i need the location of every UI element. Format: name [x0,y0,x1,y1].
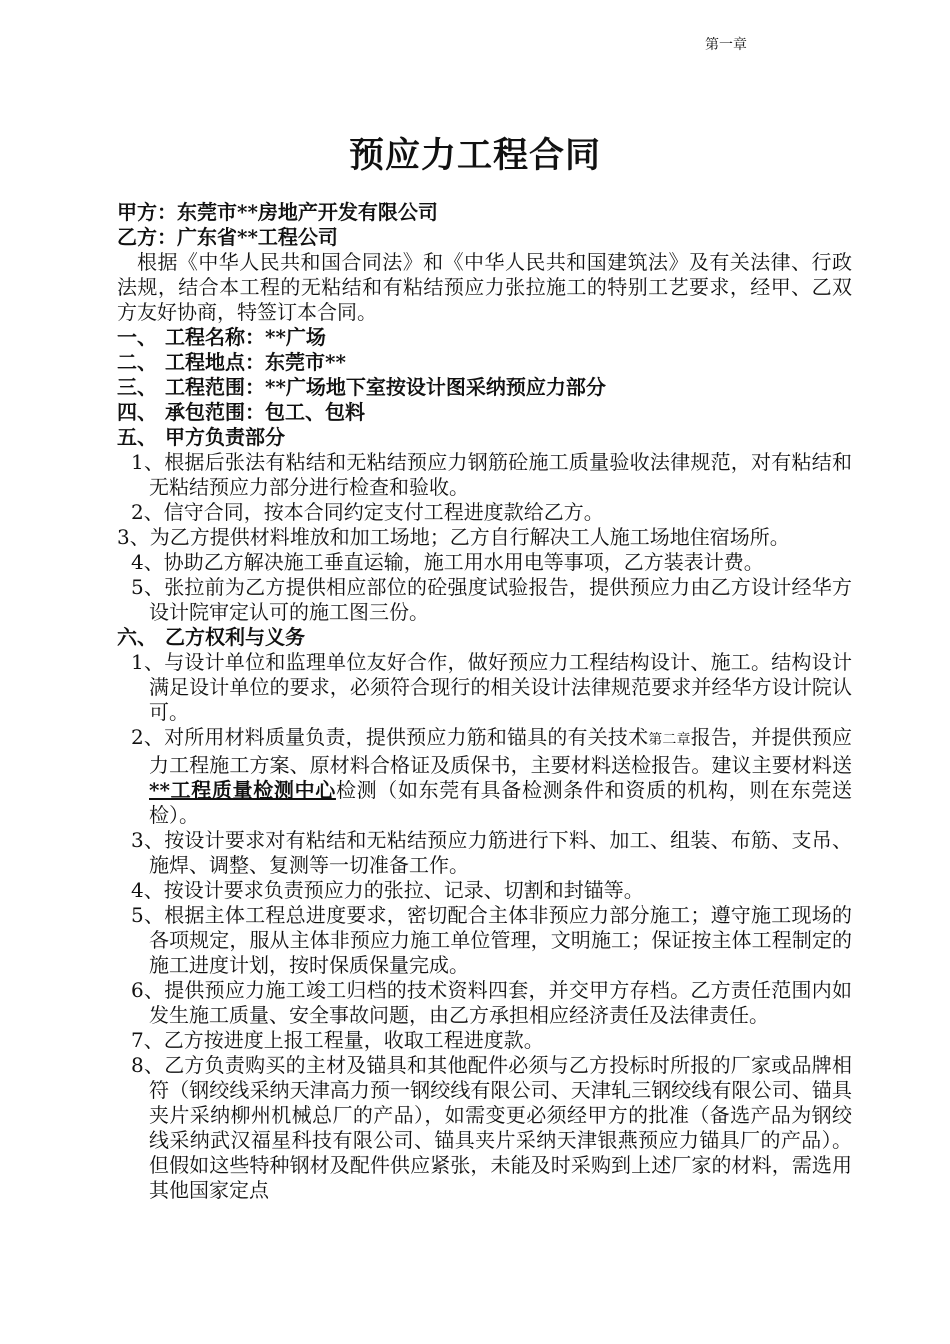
item-text: 检测（如东莞有具备检测条件和资质的机构，则在东莞送检）。 [149,778,853,827]
party-b-item [131,725,852,828]
contract-body [117,200,852,1203]
section-text: 乙方权利与义务 [165,625,305,649]
section-project-name [117,325,852,350]
section-contract-scope [117,400,852,425]
party-a: 甲方：东莞市**房地产开发有限公司 [117,200,438,224]
party-b-item: 3、按设计要求对有粘结和无粘结预应力筋进行下料、加工、组装、布筋、支吊、施焊、调整、复测等一切准备工作。 [131,828,852,877]
party-b-item: 8、乙方负责购买的主材及锚具和其他配件必须与乙方投标时所报的厂家或品牌相符（钢绞线采纳天津高力预一钢绞线有限公司、天津轧三钢绞线有限公司、锚具夹片采纳柳州机械总厂的产品），如需变更必须经甲方的批准（备选产品为钢绞线采纳武汉福星科技有限公司、锚具夹片采纳天津银燕预应力锚具厂的产品）。但假如这些特种钢材及配件供应紧张，未能及时采购到上述厂家的材料，需选用其他国家定点 [131,1053,852,1202]
section-party-a-duties [117,425,852,450]
intro-paragraph: 根据《中华人民共和国合同法》和《中华人民共和国建筑法》及有关法律、行政法规，结合本工程的无粘结和有粘结预应力张拉施工的特别工艺要求，经甲、乙双方友好协商，特签订本合同。 [117,250,852,324]
party-b: 乙方：广东省**工程公司 [117,225,338,249]
party-a-item: 2、信守合同，按本合同约定支付工程进度款给乙方。 [131,500,604,524]
section-text: 承包范围：包工、包料 [165,400,365,424]
chapter-mark: 第二章 [648,732,691,748]
party-b-item: 5、根据主体工程总进度要求，密切配合主体非预应力部分施工；遵守施工现场的各项规定，服从主体非预应力施工单位管理，文明施工；保证按主体工程制定的施工进度计划，按时保质保量完成。 [131,903,852,977]
section-project-scope [117,375,852,400]
party-b-item: 1、与设计单位和监理单位友好合作，做好预应力工程结构设计、施工。结构设计满足设计单位的要求，必须符合现行的相关设计法律规范要求并经华方设计院认可。 [131,650,852,724]
section-number: 四、 [117,400,157,424]
item-text: 报告，并提供预应力工程施工方案、原材料合格证及质保书，主要材料送检报告。建议主要材料送 [149,725,852,777]
section-party-b-rights-duties [117,625,852,650]
party-a-item: 1、根据后张法有粘结和无粘结预应力钢筋砼施工质量验收法律规范，对有粘结和无粘结预应力部分进行检查和验收。 [131,450,852,499]
party-b-item: 6、提供预应力施工竣工归档的技术资料四套，并交甲方存档。乙方责任范围内如发生施工质量、安全事故问题，由乙方承担相应经济责任及法律责任。 [131,978,852,1027]
section-number: 五、 [117,425,157,449]
section-number: 六、 [117,625,157,649]
section-text: 工程范围：**广场地下室按设计图采纳预应力部分 [165,375,606,399]
section-text: 工程名称：**广场 [165,325,326,349]
section-project-location [117,350,852,375]
section-number: 二、 [117,350,157,374]
section-number: 一、 [117,325,157,349]
party-a-item: 5、张拉前为乙方提供相应部位的砼强度试验报告，提供预应力由乙方设计经华方设计院审定认可的施工图三份。 [131,575,852,624]
document-title: 预应力工程合同 [348,135,601,176]
testing-center-name: **工程质量检测中心 [149,778,336,802]
page-header: 第一章 [705,37,747,53]
party-b-item: 4、按设计要求负责预应力的张拉、记录、切割和封锚等。 [131,878,644,902]
party-a-item: 3、为乙方提供材料堆放和加工场地；乙方自行解决工人施工场地住宿场所。 [117,525,790,549]
section-text: 工程地点：东莞市** [165,350,346,374]
party-b-item: 7、乙方按进度上报工程量，收取工程进度款。 [131,1028,544,1052]
section-number: 三、 [117,375,157,399]
party-a-item: 4、协助乙方解决施工垂直运输，施工用水用电等事项，乙方装表计费。 [131,550,764,574]
item-text: 2、对所用材料质量负责，提供预应力筋和锚具的有关技术 [131,725,649,749]
section-text: 甲方负责部分 [165,425,285,449]
